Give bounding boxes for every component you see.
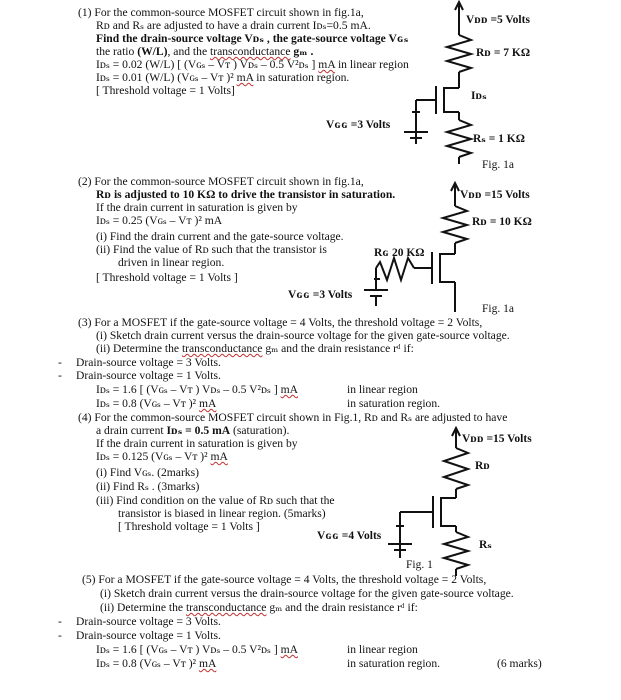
q3-case: Drain-source voltage = 3 Volts. xyxy=(76,356,221,369)
q5-line: (5) For a MOSFET if the gate-source voltage = 4 Volts, the threshold voltage = 2 Volts, xyxy=(82,573,487,586)
rs-label: Rₛ = 1 KΩ xyxy=(473,133,525,145)
q3-line: (i) Sketch drain current versus the drain-source voltage for the given gate-source voltage. xyxy=(96,329,510,342)
rd-resistor xyxy=(444,448,468,489)
q2-line: (i) Find the drain current and the gate-source voltage. xyxy=(96,230,344,243)
q1-line: Rᴅ and Rₛ are adjusted to have a drain current Iᴅₛ=0.5 mA. xyxy=(96,19,371,32)
q5-equation: Iᴅₛ = 0.8 (Vɢₛ – Vᴛ )² mA xyxy=(96,657,217,670)
vdd-label: Vᴅᴅ =5 Volts xyxy=(466,14,530,26)
q4-line: (4) For the common-source MOSFET circuit shown in Fig.1, Rᴅ and Rₛ are adjusted to have xyxy=(78,411,508,424)
rg-label: Rɢ 20 KΩ xyxy=(374,247,425,259)
rd-label: Rᴅ xyxy=(475,460,490,472)
vgg-label: Vɢɢ =4 Volts xyxy=(317,530,382,542)
rs-label: Rₛ xyxy=(479,539,492,551)
figure-caption: Fig. 1a xyxy=(482,303,514,315)
figure-caption: Fig. 1a xyxy=(482,159,514,171)
q2-line: Iᴅₛ = 0.25 (Vɢₛ – Vᴛ )² mA xyxy=(96,214,223,227)
vgg-label: Vɢɢ =3 Volts xyxy=(326,119,391,131)
marks-label: (6 marks) xyxy=(497,657,542,670)
q5-equation: Iᴅₛ = 1.6 [ (Vɢₛ – Vᴛ ) Vᴅₛ – 0.5 V²ᴅₛ ] mA xyxy=(96,643,299,656)
ids-label: Iᴅₛ xyxy=(471,90,487,102)
figure-caption: Fig. 1 xyxy=(406,559,433,571)
bullet: - xyxy=(58,369,62,382)
rd-label: Rᴅ = 7 KΩ xyxy=(476,47,531,59)
vgg-label: Vɢɢ =3 Volts xyxy=(288,289,353,301)
q1-line: (1) For the common-source MOSFET circuit shown in fig.1a, xyxy=(78,6,364,19)
q4-line: Iᴅₛ = 0.125 (Vɢₛ – Vᴛ )² mA xyxy=(96,450,228,463)
q2-line: (ii) Find the value of Rᴅ such that the transistor is xyxy=(96,243,327,256)
q2-line: driven in linear region. xyxy=(118,256,225,269)
q3-equation: Iᴅₛ = 1.6 [ (Vɢₛ – Vᴛ ) Vᴅₛ – 0.5 V²ᴅₛ ] mA xyxy=(96,383,299,396)
q2-line: [ Threshold voltage = 1 Volts ] xyxy=(96,271,238,284)
q5-region: in saturation region. xyxy=(347,657,441,670)
q3-case: Drain-source voltage = 1 Volts. xyxy=(76,369,221,382)
bullet: - xyxy=(58,615,62,628)
q1-line: Iᴅₛ = 0.01 (W/L) (Vɢₛ – Vᴛ )² mA in saturation region. xyxy=(96,71,350,84)
q4-line: (ii) Find Rₛ . (3marks) xyxy=(96,480,200,493)
q3-region: in linear region xyxy=(347,383,418,396)
q1-line: [ Threshold voltage = 1 Volts] xyxy=(96,84,235,97)
q3-equation: Iᴅₛ = 0.8 (Vɢₛ – Vᴛ )² mA xyxy=(96,397,217,410)
q5-line: (ii) Determine the transconductance gₘ and the drain resistance rᵈ if: xyxy=(100,601,418,614)
q2-line: Rᴅ is adjusted to 10 KΩ to drive the transistor in saturation. xyxy=(96,188,396,201)
bullet: - xyxy=(58,629,62,642)
q4-line: If the drain current in saturation is given by xyxy=(96,437,298,450)
q1-line: the ratio (W/L), and the transconductance gₘ . xyxy=(96,45,314,58)
q3-line: (ii) Determine the transconductance gₘ and the drain resistance rᵈ if: xyxy=(96,342,414,355)
rd-label: Rᴅ = 10 KΩ xyxy=(472,216,532,228)
q4-line: transistor is biased in linear region. (5marks) xyxy=(118,507,326,520)
q5-region: in linear region xyxy=(347,643,418,656)
q1-line: Iᴅₛ = 0.02 (W/L) [ (Vɢₛ – Vᴛ ) Vᴅₛ – 0.5 V²ᴅₛ ] mA in linear region xyxy=(96,58,409,71)
q3-line: (3) For a MOSFET if the gate-source voltage = 4 Volts, the threshold voltage = 2 Volts, xyxy=(78,316,483,329)
q5-line: (i) Sketch drain current versus the drain-source voltage for the given gate-source voltage. xyxy=(100,587,514,600)
vdd-label: Vᴅᴅ =15 Volts xyxy=(460,189,530,201)
q4-line: (iii) Find condition on the value of Rᴅ such that the xyxy=(96,494,335,507)
q4-line: [ Threshold voltage = 1 Volts ] xyxy=(118,520,260,533)
q5-case: Drain-source voltage = 3 Volts. xyxy=(76,615,221,628)
vdd-label: Vᴅᴅ =15 Volts xyxy=(462,433,532,445)
q5-case: Drain-source voltage = 1 Volts. xyxy=(76,629,221,642)
bullet: - xyxy=(58,356,62,369)
q3-region: in saturation region. xyxy=(347,397,441,410)
q2-line: (2) For the common-source MOSFET circuit shown in fig.1a, xyxy=(78,175,364,188)
rs-resistor xyxy=(444,532,468,569)
q1-line: Find the drain-source voltage Vᴅₛ , the gate-source voltage Vɢₛ xyxy=(96,32,409,45)
q4-line: a drain current Iᴅₛ = 0.5 mA (saturation). xyxy=(96,424,290,437)
q2-line: If the drain current in saturation is given by xyxy=(96,201,298,214)
q4-line: (i) Find Vɢₛ. (2marks) xyxy=(96,466,199,479)
